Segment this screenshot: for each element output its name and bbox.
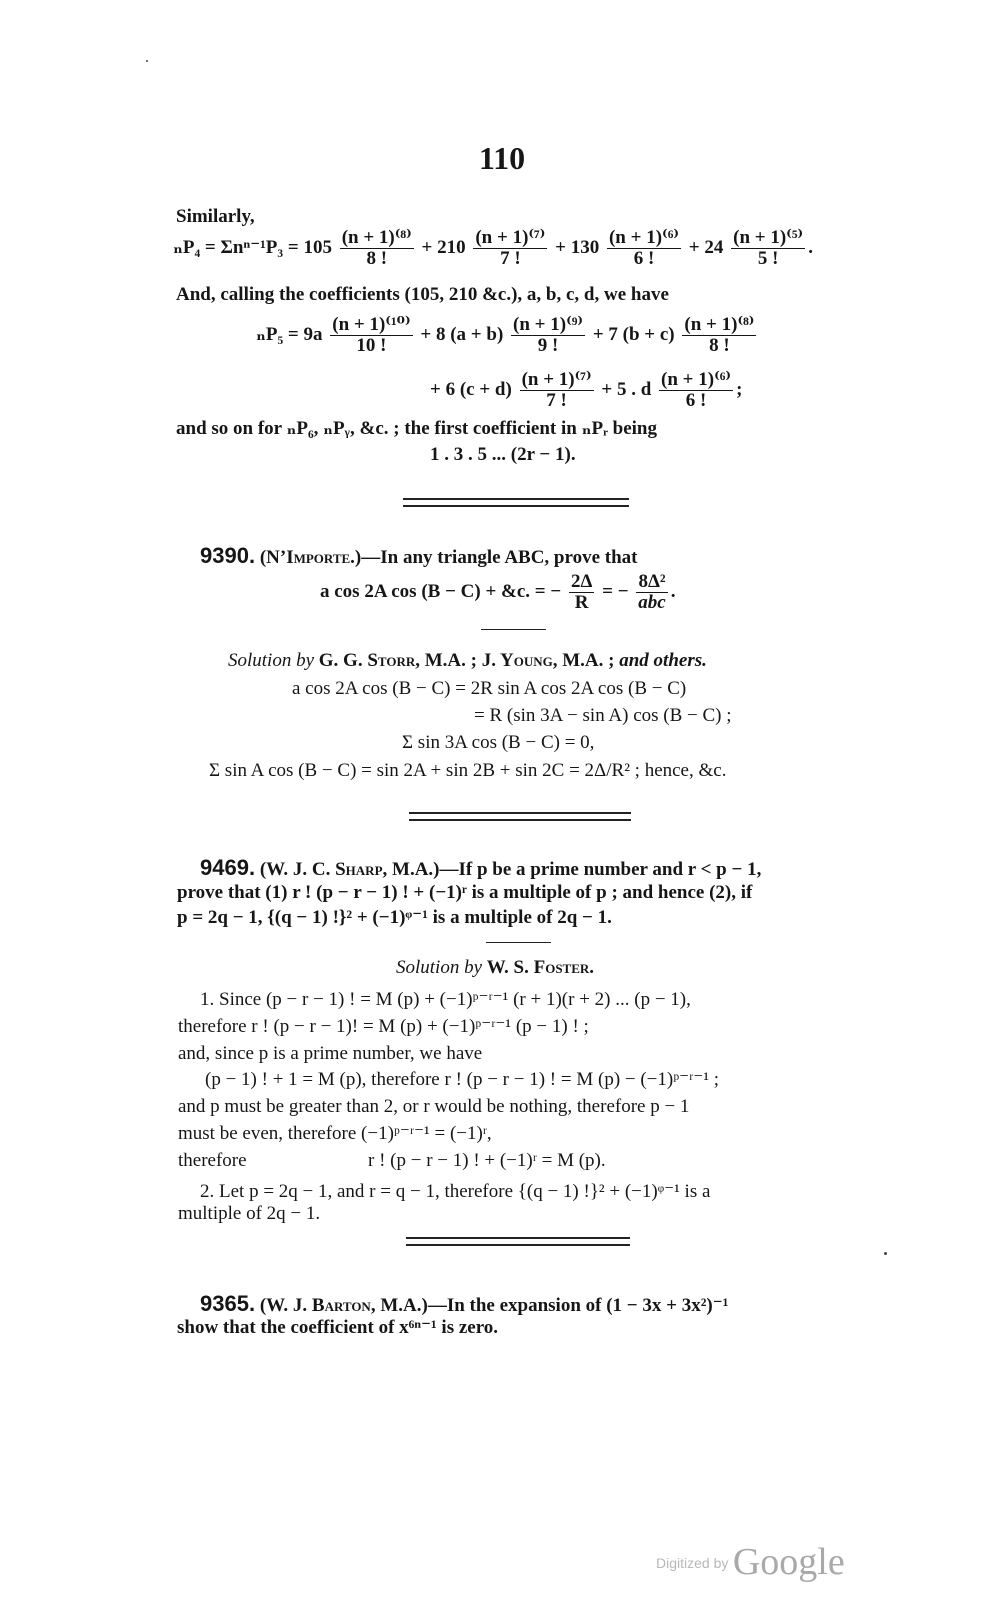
p5-t1-den: 10 ! xyxy=(356,335,387,356)
q9390-f1-num: 2Δ xyxy=(570,571,593,592)
p4-t4-den: 5 ! xyxy=(757,248,779,269)
q9365-line2: show that the coefficient of x⁶ⁿ⁻¹ is zero. xyxy=(177,1317,499,1338)
p5-t1-num: (n + 1)⁽¹⁰⁾ xyxy=(332,314,411,335)
q9469-solution-line1: 1. Since (p − r − 1) ! = M (p) + (−1)ᵖ⁻ʳ⁻¹ (r + 1)(r + 2) ... (p − 1), xyxy=(200,989,691,1010)
p5-t2-den: 9 ! xyxy=(537,335,559,356)
q9390-solvers: G. G. Storr, M.A. ; J. Young, M.A. ; xyxy=(318,650,615,671)
digitized-by-google-watermark xyxy=(656,1540,845,1584)
p5-lhs: ₙP₅ = 9a xyxy=(256,323,323,345)
p4-t2-num: (n + 1)⁽⁷⁾ xyxy=(475,227,546,248)
q9469-line2: prove that (1) r ! (p − r − 1) ! + (−1)ʳ is a multiple of p ; and hence (2), if xyxy=(177,882,753,903)
short-divider xyxy=(486,942,551,943)
solution-by-label: Solution by xyxy=(228,650,315,671)
p5-coef3: + 7 (b + c) xyxy=(592,323,675,345)
q9365-number: 9365. xyxy=(200,1291,256,1316)
p5-t4-den: 7 ! xyxy=(546,390,567,411)
p4-t3-den: 6 ! xyxy=(633,248,655,269)
p4-term4-fraction xyxy=(731,228,805,269)
p5-term1-fraction xyxy=(330,315,412,356)
q9390-solution-line3: Σ sin 3A cos (B − C) = 0, xyxy=(402,732,595,753)
p5-t5-num: (n + 1)⁽⁶⁾ xyxy=(661,369,732,390)
p5-term5-fraction xyxy=(659,370,733,411)
q9390-header xyxy=(200,544,638,570)
p4-t1-num: (n + 1)⁽⁸⁾ xyxy=(341,227,412,248)
scan-speck xyxy=(146,60,148,62)
p4-lhs: ₙP₄ = Σnⁿ⁻¹P₃ = 105 xyxy=(173,236,332,258)
q9390-statement: —In any triangle ABC, prove that xyxy=(361,547,638,568)
section-divider xyxy=(403,498,629,507)
q9469-author: (W. J. C. Sharp, M.A.) xyxy=(259,859,440,880)
q9390-solution-line1: a cos 2A cos (B − C) = 2R sin A cos 2A cos (B − C) xyxy=(292,678,687,699)
watermark-brand: Google xyxy=(732,1541,845,1583)
q9390-f1-den: R xyxy=(574,592,589,613)
p5-end: ; xyxy=(736,378,743,400)
short-divider xyxy=(481,629,546,630)
q9390-f2-num: 8Δ² xyxy=(636,572,667,593)
q9390-solution-line2: = R (sin 3A − sin A) cos (B − C) ; xyxy=(474,705,732,726)
q9469-solution-line8: 2. Let p = 2q − 1, and r = q − 1, therefore {(q − 1) !}² + (−1)ᵠ⁻¹ is a xyxy=(200,1181,711,1202)
p5-intro: And, calling the coefficients (105, 210 &c.), a, b, c, d, we have xyxy=(176,284,669,305)
q9469-header xyxy=(200,856,761,882)
q9390-equation xyxy=(320,572,675,613)
q9390-fraction2 xyxy=(636,572,667,613)
scan-speck xyxy=(884,1252,887,1255)
q9469-solution-line3: and, since p is a prime number, we have xyxy=(178,1043,483,1064)
section-divider xyxy=(406,1237,630,1246)
q9390-fraction1 xyxy=(569,572,594,613)
p5-term2-fraction xyxy=(511,315,585,356)
p5-term4-fraction xyxy=(520,370,594,411)
p5-t5-den: 6 ! xyxy=(685,390,707,411)
p5-coef5: + 5 . d xyxy=(601,378,652,400)
p4-t4-num: (n + 1)⁽⁵⁾ xyxy=(733,227,804,248)
p5-product: 1 . 3 . 5 ... (2r − 1). xyxy=(430,444,576,465)
p4-t1-den: 8 ! xyxy=(366,248,388,269)
p4-term1-fraction xyxy=(340,228,414,269)
q9469-solution-line2: therefore r ! (p − r − 1)! = M (p) + (−1)ᵖ⁻ʳ⁻¹ (p − 1) ! ; xyxy=(178,1016,589,1037)
p5-t4-num: (n + 1)⁽⁷⁾ xyxy=(521,369,592,390)
p4-term2-fraction xyxy=(473,228,547,269)
section-divider xyxy=(409,812,631,821)
p4-t2-den: 7 ! xyxy=(500,248,521,269)
p4-coef4: + 24 xyxy=(688,236,724,258)
q9469-line1: —If p be a prime number and r < p − 1, xyxy=(439,859,762,880)
p4-coef2: + 210 xyxy=(421,236,466,258)
p5-equation-line2 xyxy=(430,370,742,411)
q9469-solution-line7a: therefore xyxy=(178,1150,247,1171)
p5-equation-line1 xyxy=(256,315,759,356)
q9469-number: 9469. xyxy=(200,855,256,880)
p5-coef2: + 8 (a + b) xyxy=(420,323,504,345)
q9469-solution-line5: and p must be greater than 2, or r would be nothing, therefore p − 1 xyxy=(178,1096,690,1117)
q9365-author: (W. J. Barton, M.A.) xyxy=(259,1295,428,1316)
page-number: 110 xyxy=(478,140,526,176)
q9390-eq-mid: = − xyxy=(602,580,629,602)
p4-intro: Similarly, xyxy=(176,206,255,227)
q9469-solution-line6: must be even, therefore (−1)ᵖ⁻ʳ⁻¹ = (−1)ʳ, xyxy=(178,1123,492,1144)
p5-coef4: + 6 (c + d) xyxy=(430,378,512,400)
q9390-eq-lhs: a cos 2A cos (B − C) + &c. = − xyxy=(320,580,562,602)
q9365-header xyxy=(200,1292,728,1318)
q9469-solution-line9: multiple of 2q − 1. xyxy=(178,1203,321,1224)
q9469-line3: p = 2q − 1, {(q − 1) !}² + (−1)ᵠ⁻¹ is a multiple of 2q − 1. xyxy=(177,907,612,928)
q9390-eq-end: . xyxy=(670,580,676,602)
q9365-line1: —In the expansion of (1 − 3x + 3x²)⁻¹ xyxy=(427,1295,729,1316)
q9469-solver: W. S. Foster. xyxy=(486,957,595,978)
q9469-solution-line7b: r ! (p − r − 1) ! + (−1)ʳ = M (p). xyxy=(368,1150,606,1171)
q9390-f2-den: abc xyxy=(638,592,666,613)
p5-t3-num: (n + 1)⁽⁸⁾ xyxy=(684,314,755,335)
q9469-solution-header xyxy=(396,956,594,980)
q9390-author: (N’Importe.) xyxy=(259,547,362,568)
p4-t3-num: (n + 1)⁽⁶⁾ xyxy=(608,227,680,248)
p4-term3-fraction xyxy=(607,228,681,269)
p5-t2-num: (n + 1)⁽⁹⁾ xyxy=(513,314,584,335)
q9390-number: 9390. xyxy=(200,543,256,568)
q9390-solution-header xyxy=(228,649,707,673)
q9390-others: and others. xyxy=(619,650,707,671)
p5-term3-fraction xyxy=(682,315,756,356)
q9390-solution-line4: Σ sin A cos (B − C) = sin 2A + sin 2B + sin 2C = 2Δ/R² ; hence, &c. xyxy=(209,760,727,781)
p4-end: . xyxy=(808,236,813,258)
q9469-solution-line4: (p − 1) ! + 1 = M (p), therefore r ! (p − r − 1) ! = M (p) − (−1)ᵖ⁻ʳ⁻¹ ; xyxy=(205,1069,720,1090)
watermark-prefix: Digitized by xyxy=(656,1555,729,1571)
p4-coef3: + 130 xyxy=(555,236,600,258)
p5-t3-den: 8 ! xyxy=(709,335,730,356)
solution-by-label: Solution by xyxy=(396,957,483,978)
p5-closing: and so on for ₙP₆, ₙPᵧ, &c. ; the first coefficient in ₙPᵣ being xyxy=(176,418,657,439)
p4-equation xyxy=(173,228,813,269)
